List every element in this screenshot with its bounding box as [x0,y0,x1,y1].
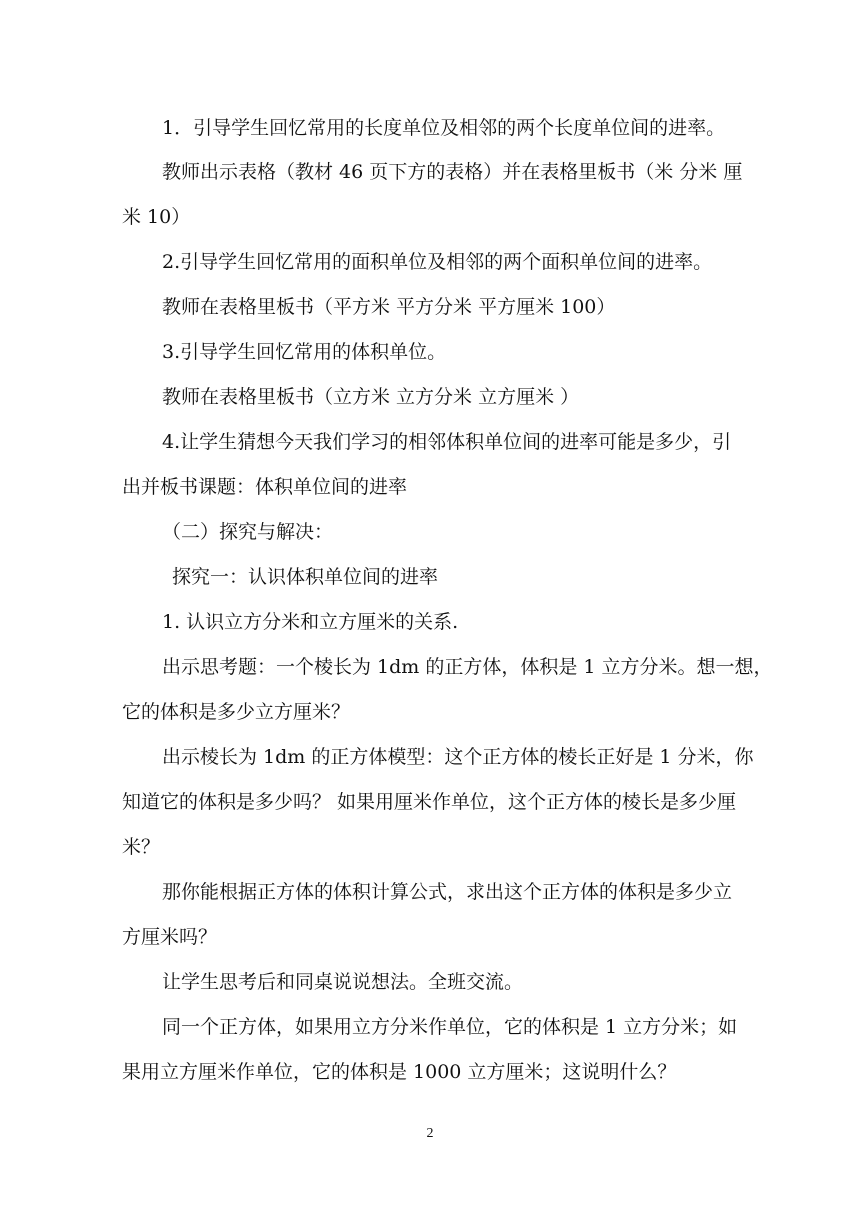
text-line: 出并板书课题：体积单位间的进率 [122,476,408,498]
text-line: 1. 认识立方分米和立方厘米的关系. [162,611,459,633]
text-line: 它的体积是多少立方厘米？ [122,701,351,723]
text-line: 方厘米吗？ [122,926,218,948]
page-number: 2 [426,1126,434,1141]
text-line: 出示思考题：一个棱长为 1dm 的正方体，体积是 1 立方分米。想一想， [162,656,773,678]
subsection-heading: 探究一：认识体积单位间的进率 [172,566,439,588]
text-line: 教师在表格里板书（平方米 平方分米 平方厘米 100） [162,296,616,318]
text-line: 1．引导学生回忆常用的长度单位及相邻的两个长度单位间的进率。 [162,117,726,139]
text-line: 知道它的体积是多少吗？ 如果用厘米作单位，这个正方体的棱长是多少厘 [122,791,737,813]
text-line: 3.引导学生回忆常用的体积单位。 [162,341,447,363]
text-line: 教师在表格里板书（立方米 立方分米 立方厘米 ） [162,386,580,408]
text-line: 4.让学生猜想今天我们学习的相邻体积单位间的进率可能是多少，引 [162,431,732,453]
section-heading: （二）探究与解决： [162,521,334,543]
text-line: 果用立方厘米作单位，它的体积是 1000 立方厘米；这说明什么？ [122,1061,677,1083]
text-line: 让学生思考后和同桌说说想法。全班交流。 [162,971,524,993]
text-line: 同一个正方体，如果用立方分米作单位，它的体积是 1 立方分米；如 [162,1016,738,1038]
text-line: 那你能根据正方体的体积计算公式，求出这个正方体的体积是多少立 [162,881,733,903]
text-line: 教师出示表格（教材 46 页下方的表格）并在表格里板书（米 分米 厘 [162,161,743,183]
text-line: 出示棱长为 1dm 的正方体模型：这个正方体的棱长正好是 1 分米，你 [162,746,754,768]
text-line: 2.引导学生回忆常用的面积单位及相邻的两个面积单位间的进率。 [162,251,713,273]
text-line: 米 10） [122,206,191,228]
text-line: 米？ [122,836,161,858]
